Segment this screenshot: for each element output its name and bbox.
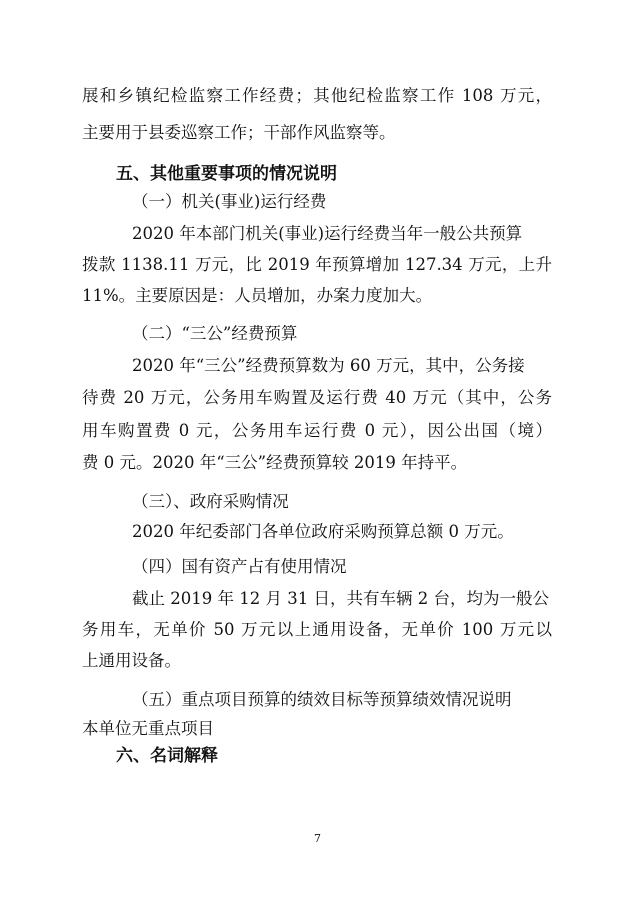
paragraph-line: 费 0 元。2020 年“三公”经费预算较 2019 年持平。 bbox=[82, 453, 468, 472]
paragraph-line: 截止 2019 年 12 月 31 日，共有车辆 2 台，均为一般公 bbox=[132, 589, 549, 608]
subsection-heading: （四）国有资产占有使用情况 bbox=[132, 557, 347, 576]
paragraph-line: 待费 20 万元，公务用车购置及运行费 40 万元（其中，公务 bbox=[82, 388, 552, 407]
paragraph-line: 2020 年“三公”经费预算数为 60 万元，其中，公务接 bbox=[132, 356, 525, 375]
paragraph-line: 主要用于县委巡察工作；干部作风监察等。 bbox=[82, 123, 396, 142]
subsection-heading: （三）、政府采购情况 bbox=[132, 492, 289, 511]
paragraph-line: 拨款 1138.11 万元，比 2019 年预算增加 127.34 万元，上升 bbox=[82, 255, 552, 274]
paragraph-line: 上通用设备。 bbox=[82, 651, 181, 670]
section-heading: 五、其他重要事项的情况说明 bbox=[116, 164, 337, 184]
page-number: 7 bbox=[314, 832, 321, 845]
section-heading: 六、名词解释 bbox=[116, 746, 218, 766]
paragraph-line: 用车购置费 0 元，公务用车运行费 0 元），因公出国（境） bbox=[82, 421, 552, 440]
paragraph-line: 2020 年本部门机关(事业)运行经费当年一般公共预算 bbox=[132, 224, 523, 243]
subsection-heading: （一）机关(事业)运行经费 bbox=[132, 192, 327, 211]
paragraph-line: 展和乡镇纪检监察工作经费；其他纪检监察工作 108 万元， bbox=[82, 86, 552, 105]
paragraph-line: 11%。主要原因是：人员增加，办案力度加大。 bbox=[82, 286, 433, 305]
subsection-heading: （五）重点项目预算的绩效目标等预算绩效情况说明 bbox=[132, 690, 512, 709]
subsection-heading: （二）“三公”经费预算 bbox=[132, 324, 298, 343]
paragraph-line: 务用车，无单价 50 万元以上通用设备，无单价 100 万元以 bbox=[82, 620, 552, 639]
paragraph-line: 本单位无重点项目 bbox=[82, 719, 214, 738]
paragraph-line: 2020 年纪委部门各单位政府采购预算总额 0 万元。 bbox=[132, 522, 514, 541]
